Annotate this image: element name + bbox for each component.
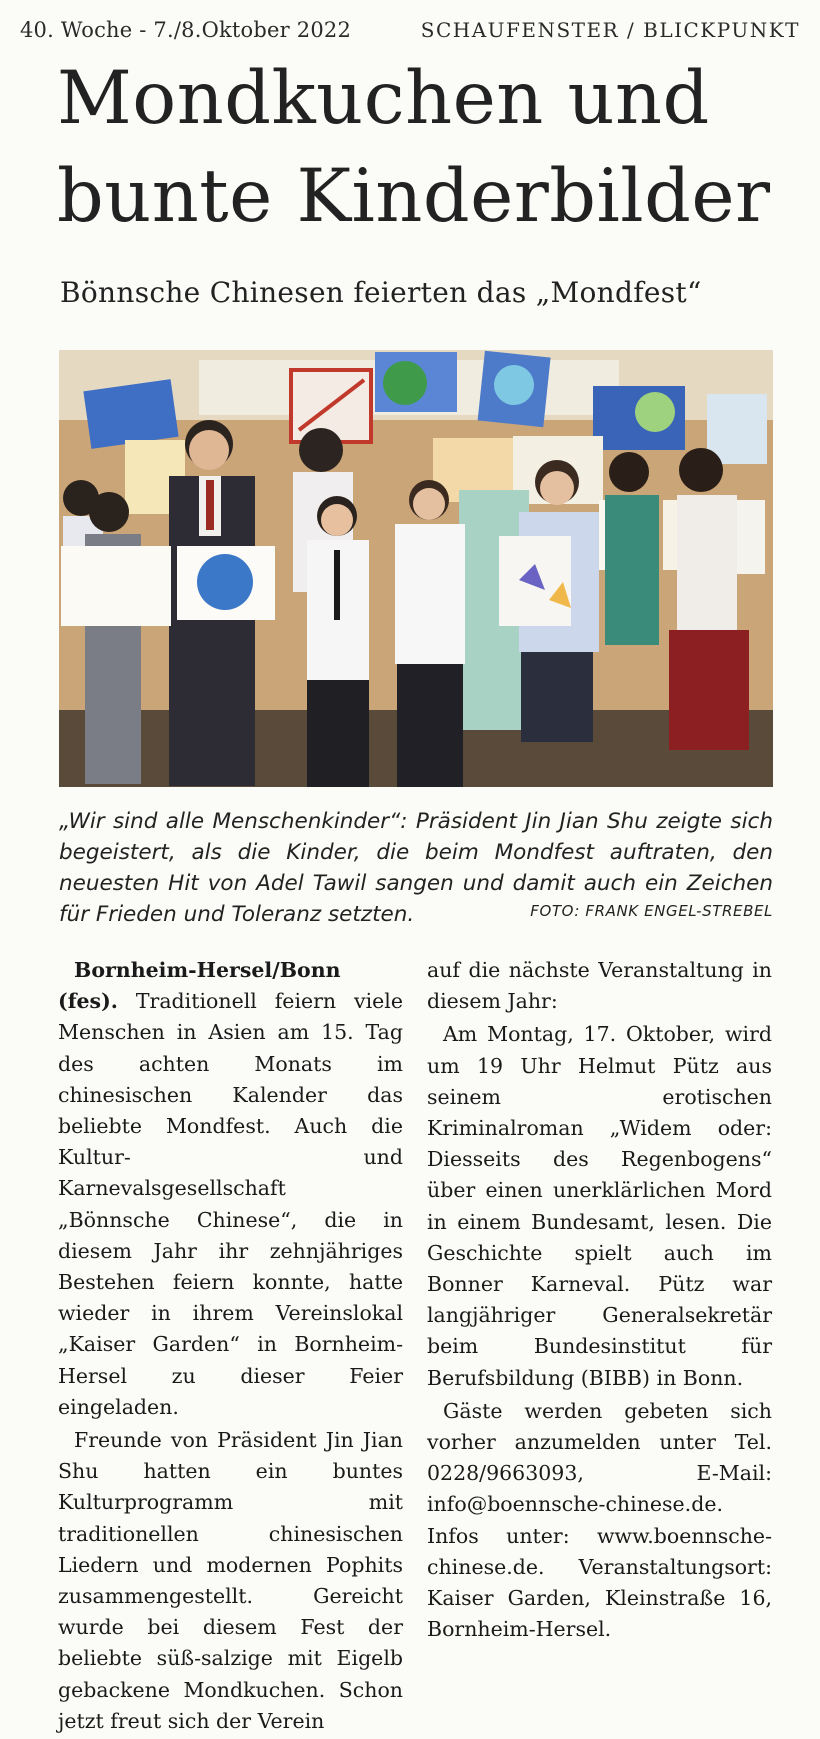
- issue-date: 40. Woche - 7./8.Oktober 2022: [20, 18, 352, 42]
- photo-caption: „Wir sind alle Menschenkinder“: Präsident Jin Jian Shu zeigte sich begeistert, als die Kinder, die beim Mondfest auftraten, den neuesten Hit von Adel Tawil sangen und damit auch ein Zeichen für Frieden und Toleranz setzten.: [59, 809, 773, 927]
- article-paragraph: auf die nächste Veranstaltung in diesem Jahr:: [427, 958, 772, 1014]
- article-paragraph: Freunde von Präsident Jin Jian Shu hatten ein buntes Kulturprogramm mit traditionellen chinesischen Liedern und modernen Pophits zusammengestellt. Gereicht wurde bei diesem Fest der beliebte süß-salzige mit Eigelb gebackene Mondkuchen. Schon jetzt freut sich der Verein: [58, 1428, 403, 1733]
- photo-credit: FOTO: FRANK ENGEL-STREBEL: [530, 902, 773, 920]
- article-text: Traditionell feiern viele Menschen in Asien am 15. Tag des achten Monats im chinesischen Kalender das beliebte Mondfest. Auch die Kultur- und Karnevalsgesellschaft „Bönnsche Chinese“, die in diesem Jahr ihr zehnjähriges Bestehen feiern konnte, hatte wieder in ihrem Vereinslokal „Kaiser Garden“ in Bornheim-Hersel zu dieser Feier eingeladen.: [58, 989, 403, 1419]
- article-paragraph: Am Montag, 17. Oktober, wird um 19 Uhr Helmut Pütz aus seinem erotischen Kriminalroman „Widem oder: Diesseits des Regenbogens“ über einen unerklärlichen Mord in einem Bundesamt, lesen. Die Geschichte spielt auch im Bonner Karneval. Pütz war langjähriger Generalsekretär beim Bundesinstitut für Berufsbildung (BIBB) in Bonn.: [427, 1022, 772, 1390]
- dateline: Bornheim-Hersel/Bonn (fes).: [58, 958, 341, 1014]
- masthead: [20, 18, 800, 48]
- article-paragraph: [58, 955, 403, 1423]
- section-name: SCHAUFENSTER / BLICKPUNKT: [420, 18, 800, 42]
- subheadline: Bönnsche Chinesen feierten das „Mondfest“: [60, 276, 702, 309]
- article-paragraph: Gäste werden gebeten sich vorher anzumelden unter Tel. 0228/9663093, E-Mail: info@boennsche-chinese.de. Infos unter: www.boennsche-chinese.de. Veranstaltungsort: Kaiser Garden, Kleinstraße 16, Bornheim-Hersel.: [427, 1398, 772, 1642]
- event-photo: [59, 350, 773, 787]
- article-column-left: [58, 955, 403, 1739]
- article-column-right: [427, 955, 772, 1647]
- headline: Mondkuchen und bunte Kinderbilder: [57, 56, 771, 239]
